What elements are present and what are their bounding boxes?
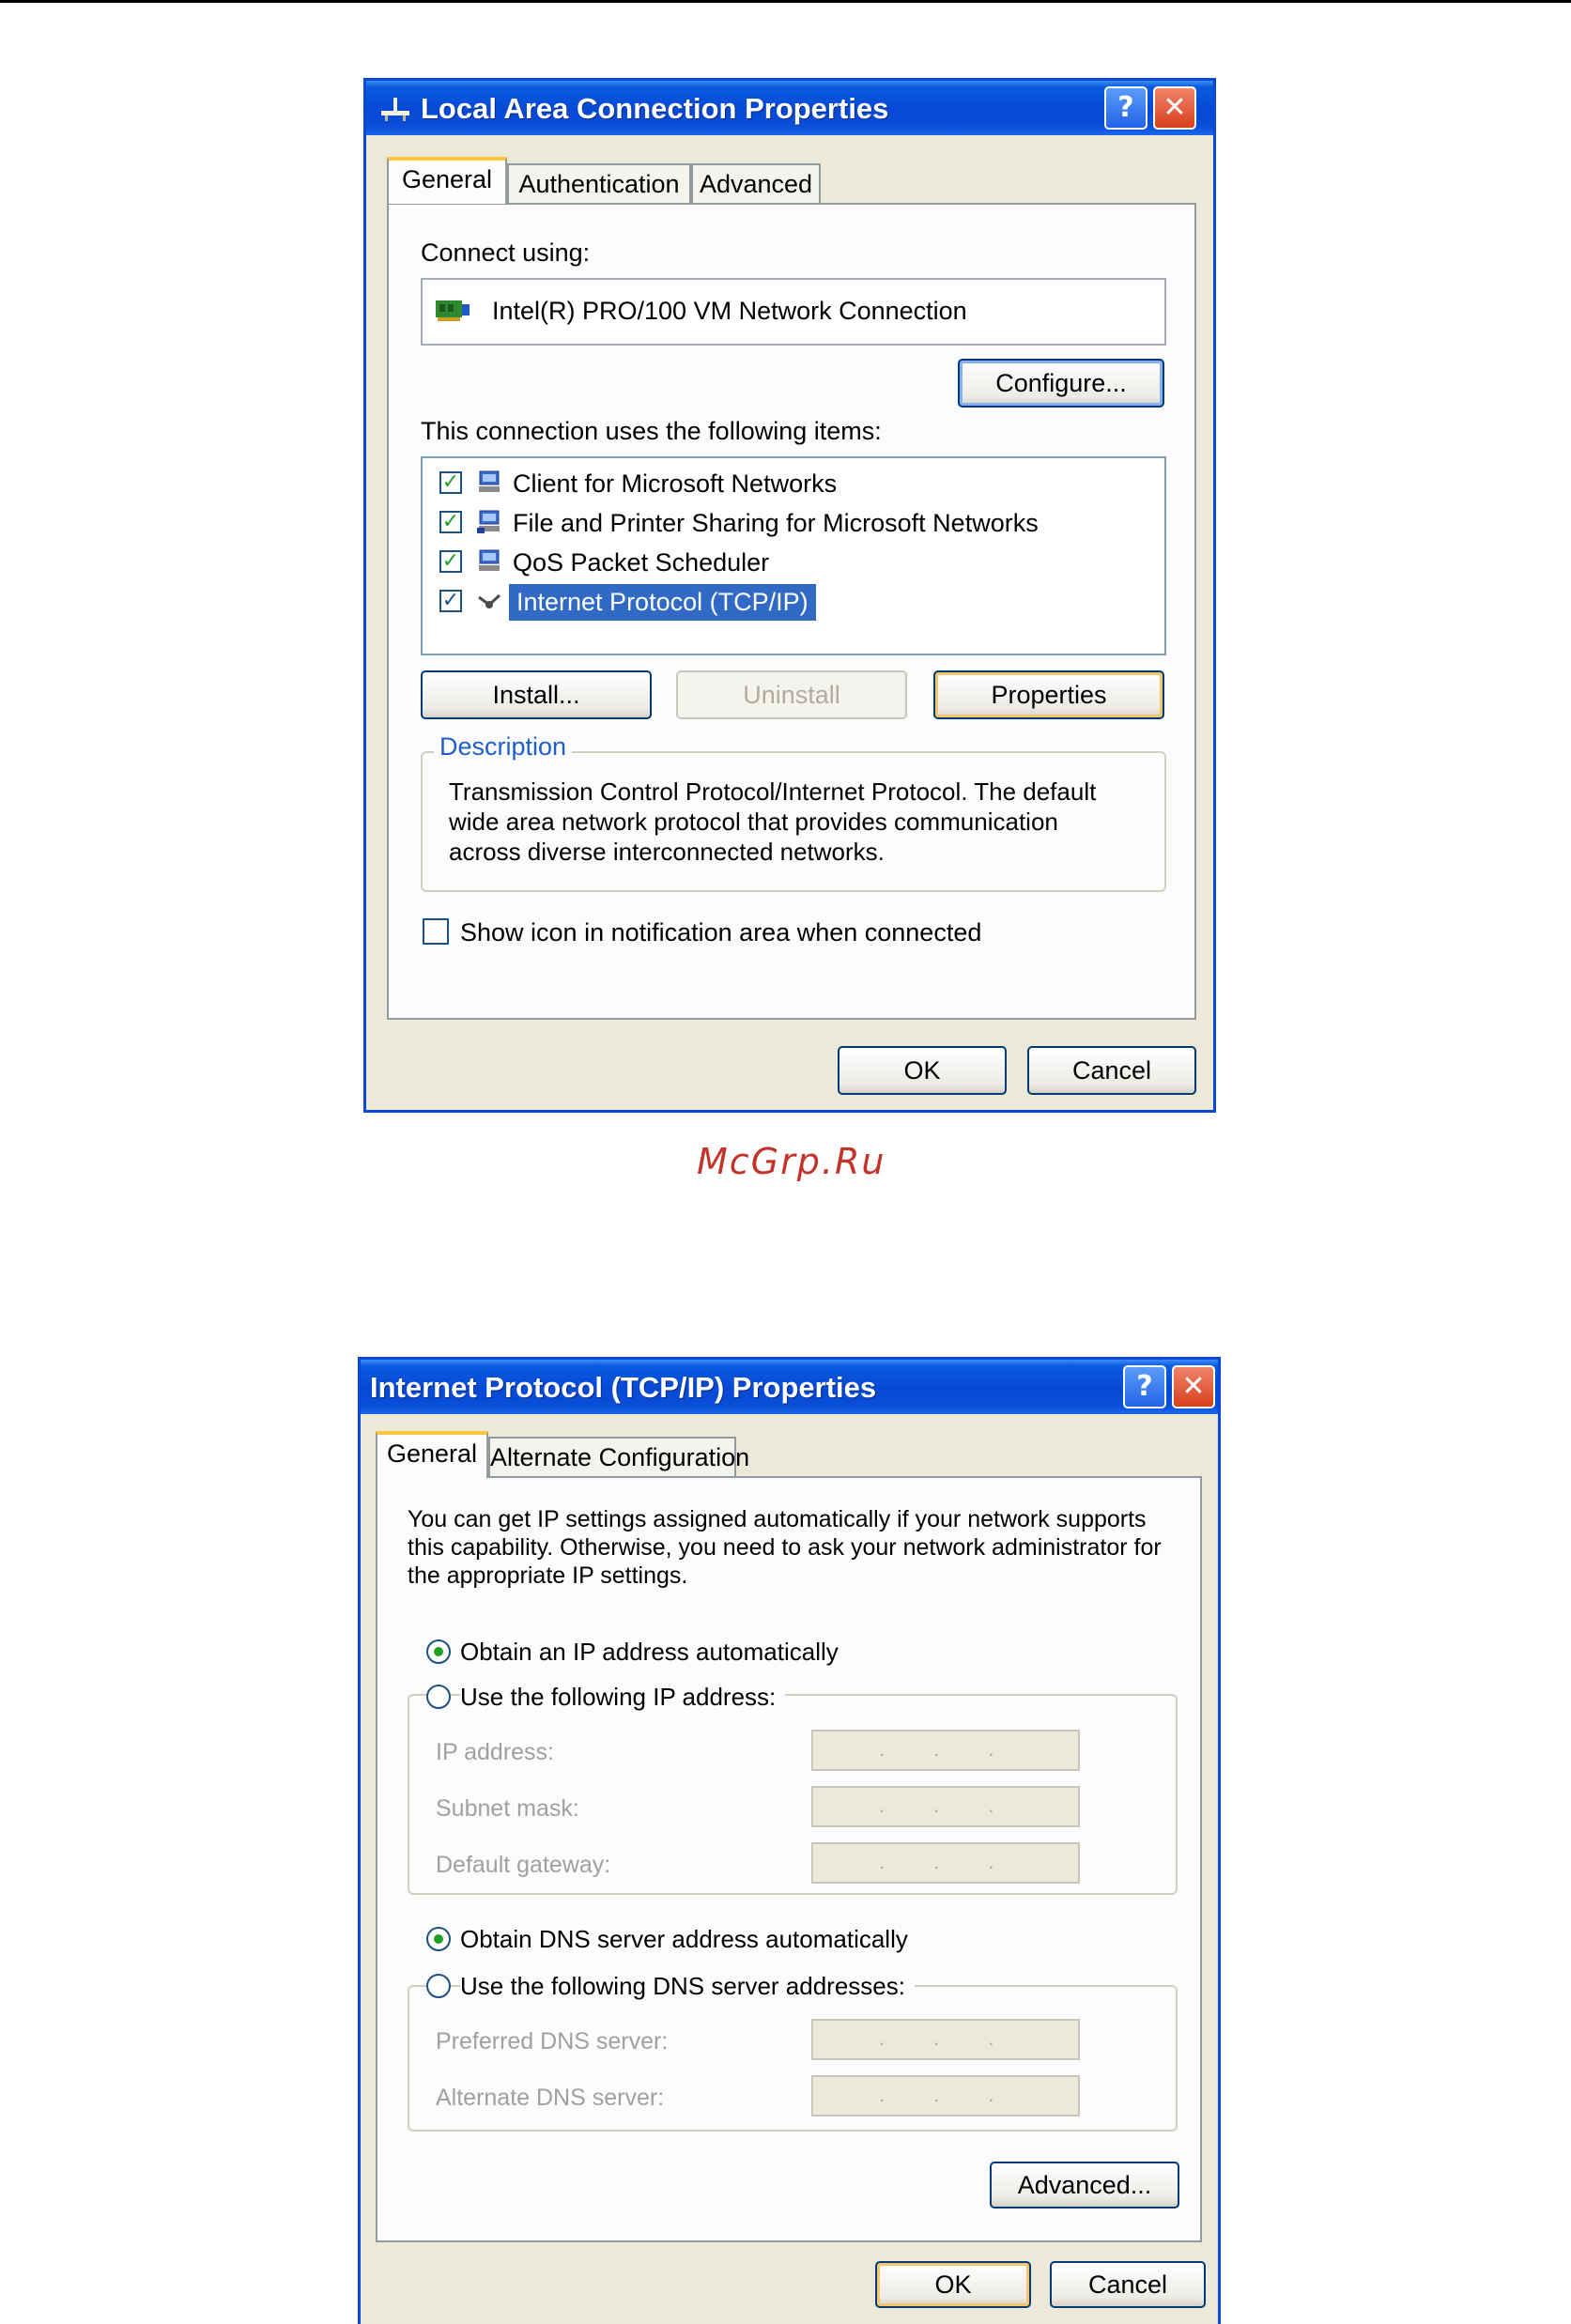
list-item[interactable] <box>423 545 1155 582</box>
subnet-mask-input[interactable]: ... <box>811 1786 1080 1827</box>
list-item[interactable] <box>423 505 1155 543</box>
item-checkbox[interactable]: ✓ <box>439 511 462 533</box>
description-line: wide area network protocol that provides communication <box>449 808 1058 836</box>
item-checkbox[interactable]: ✓ <box>439 471 462 494</box>
item-label: File and Printer Sharing for Microsoft Networks <box>513 509 1039 537</box>
description-line: Transmission Control Protocol/Internet Protocol. The default <box>449 777 1097 806</box>
qos-scheduler-icon <box>477 548 501 573</box>
network-connection-icon <box>379 96 411 122</box>
components-list[interactable] <box>421 456 1166 655</box>
protocol-icon <box>477 590 501 614</box>
lan-properties-dialog <box>363 78 1216 1113</box>
use-following-ip-label: Use the following IP address: <box>460 1683 785 1712</box>
items-label: This connection uses the following items: <box>421 417 882 445</box>
uninstall-button[interactable]: Uninstall <box>676 670 907 719</box>
tcpip-dialog-title: Internet Protocol (TCP/IP) Properties <box>370 1371 877 1404</box>
item-checkbox[interactable]: ✓ <box>439 590 462 612</box>
use-following-dns-radio[interactable] <box>426 1974 451 1998</box>
obtain-ip-auto-label: Obtain an IP address automatically <box>460 1638 839 1666</box>
configure-button[interactable]: Configure... <box>958 359 1164 408</box>
tab-authentication[interactable]: Authentication <box>507 163 691 205</box>
lan-dialog-title: Local Area Connection Properties <box>421 92 889 125</box>
preferred-dns-label: Preferred DNS server: <box>436 2028 669 2055</box>
help-button[interactable]: ? <box>1104 86 1147 130</box>
list-item-selected[interactable] <box>423 584 1155 622</box>
help-button[interactable]: ? <box>1123 1365 1166 1408</box>
preferred-dns-input[interactable]: ... <box>811 2019 1080 2060</box>
adapter-field <box>421 278 1166 346</box>
adapter-name: Intel(R) PRO/100 VM Network Connection <box>492 297 967 325</box>
default-gateway-input[interactable]: ... <box>811 1842 1080 1884</box>
advanced-button[interactable]: Advanced... <box>990 2162 1179 2209</box>
alternate-dns-label: Alternate DNS server: <box>436 2085 665 2111</box>
lan-titlebar[interactable] <box>366 81 1213 135</box>
tab-alternate-configuration[interactable]: Alternate Configuration <box>488 1437 736 1478</box>
page-top-rule <box>0 0 1571 3</box>
list-item[interactable] <box>423 466 1155 503</box>
obtain-dns-auto-label: Obtain DNS server address automatically <box>460 1925 908 1953</box>
tcpip-properties-dialog <box>358 1357 1221 2324</box>
connect-using-label: Connect using: <box>421 239 591 267</box>
tcpip-titlebar[interactable] <box>361 1360 1218 1414</box>
cancel-button[interactable]: Cancel <box>1027 1046 1196 1095</box>
use-following-ip-radio[interactable] <box>426 1685 451 1709</box>
show-icon-label: Show icon in notification area when connected <box>460 918 982 947</box>
default-gateway-label: Default gateway: <box>436 1852 611 1878</box>
description-group <box>421 732 1166 892</box>
close-button[interactable]: ✕ <box>1153 86 1196 130</box>
description-line: across diverse interconnected networks. <box>449 838 885 866</box>
client-network-icon <box>477 469 501 494</box>
ip-address-label: IP address: <box>436 1739 555 1765</box>
cancel-button[interactable]: Cancel <box>1050 2261 1206 2308</box>
item-label: Client for Microsoft Networks <box>513 469 838 498</box>
use-following-dns-label: Use the following DNS server addresses: <box>460 1972 915 2001</box>
item-label: Internet Protocol (TCP/IP) <box>509 584 816 621</box>
properties-button[interactable]: Properties <box>933 670 1164 719</box>
tab-general[interactable]: General <box>387 157 507 204</box>
tab-general[interactable]: General <box>376 1431 488 1478</box>
watermark: McGrp.Ru <box>697 1141 886 1182</box>
file-printer-sharing-icon <box>477 509 501 533</box>
alternate-dns-input[interactable]: ... <box>811 2075 1080 2116</box>
close-button[interactable]: ✕ <box>1172 1365 1215 1408</box>
subnet-mask-label: Subnet mask: <box>436 1795 579 1822</box>
install-button[interactable]: Install... <box>421 670 652 719</box>
description-title: Description <box>434 732 572 762</box>
obtain-dns-auto-radio[interactable] <box>426 1927 451 1951</box>
obtain-ip-auto-radio[interactable] <box>426 1639 451 1664</box>
intro-line: You can get IP settings assigned automatically if your network supports <box>408 1506 1147 1532</box>
tcpip-general-panel <box>376 1476 1202 2242</box>
tab-advanced[interactable]: Advanced <box>691 163 821 205</box>
lan-general-panel <box>387 203 1196 1020</box>
show-icon-checkbox[interactable] <box>423 918 449 945</box>
ip-address-input[interactable]: ... <box>811 1730 1080 1771</box>
item-label: QoS Packet Scheduler <box>513 548 770 577</box>
intro-line: the appropriate IP settings. <box>408 1562 688 1589</box>
network-card-icon <box>434 297 471 323</box>
ok-button[interactable]: OK <box>838 1046 1007 1095</box>
intro-line: this capability. Otherwise, you need to ask your network administrator for <box>408 1534 1162 1561</box>
item-checkbox[interactable]: ✓ <box>439 550 462 573</box>
ok-button[interactable]: OK <box>875 2261 1031 2308</box>
